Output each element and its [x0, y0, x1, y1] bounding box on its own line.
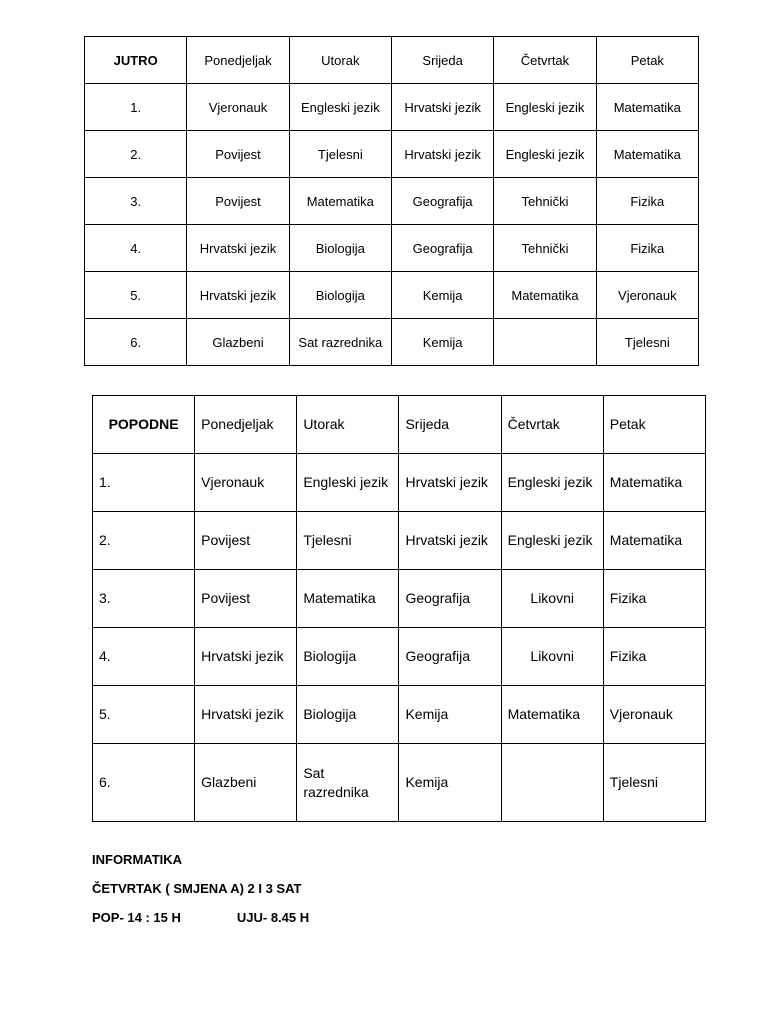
period-number: 4. [85, 225, 187, 272]
afternoon-timetable [92, 395, 706, 822]
table-cell: Matematika [603, 512, 705, 570]
table-cell: Hrvatski jezik [195, 686, 297, 744]
table-cell: Kemija [391, 272, 493, 319]
period-number: 4. [93, 628, 195, 686]
day-header: Ponedjeljak [195, 396, 297, 454]
table-row [85, 319, 699, 366]
schedule-note: ČETVRTAK ( SMJENA A) 2 I 3 SAT [92, 881, 302, 896]
table-cell: Povijest [195, 512, 297, 570]
table-row [93, 628, 706, 686]
table-cell: Hrvatski jezik [391, 84, 493, 131]
table-cell: Biologija [289, 272, 391, 319]
table-header-row [85, 37, 699, 84]
table-cell: Fizika [596, 178, 698, 225]
table-cell: Hrvatski jezik [187, 225, 289, 272]
table-cell: Glazbeni [187, 319, 289, 366]
table-row [85, 178, 699, 225]
day-header: Četvrtak [501, 396, 603, 454]
table-cell: Hrvatski jezik [399, 454, 501, 512]
table-cell: Biologija [297, 628, 399, 686]
table-cell: Engleski jezik [501, 454, 603, 512]
table-cell: Fizika [603, 628, 705, 686]
morning-timetable [84, 36, 699, 366]
table-cell: Glazbeni [195, 744, 297, 822]
subject-note: INFORMATIKA [92, 852, 183, 867]
table-row [93, 454, 706, 512]
table-row [93, 512, 706, 570]
period-number: 2. [93, 512, 195, 570]
table-row [93, 686, 706, 744]
table-cell: Sat razrednika [289, 319, 391, 366]
table-cell: Hrvatski jezik [195, 628, 297, 686]
table-cell: Likovni [501, 628, 603, 686]
table-row [85, 84, 699, 131]
table-cell: Matematika [596, 131, 698, 178]
table-cell: Tehnički [494, 178, 596, 225]
table-cell: Hrvatski jezik [399, 512, 501, 570]
table-cell [501, 744, 603, 822]
period-number: 6. [93, 744, 195, 822]
table-row [93, 744, 706, 822]
table-cell [494, 319, 596, 366]
table-cell: Geografija [399, 570, 501, 628]
day-header: Četvrtak [494, 37, 596, 84]
table-cell: Vjeronauk [603, 686, 705, 744]
table-cell: Geografija [391, 225, 493, 272]
day-header: Srijeda [391, 37, 493, 84]
table-cell: Geografija [391, 178, 493, 225]
day-header: Petak [603, 396, 705, 454]
table-cell: Matematika [603, 454, 705, 512]
table-cell: Engleski jezik [494, 131, 596, 178]
period-number: 2. [85, 131, 187, 178]
period-number: 1. [85, 84, 187, 131]
table-cell: Engleski jezik [494, 84, 596, 131]
table-cell: Matematika [501, 686, 603, 744]
table-row [85, 225, 699, 272]
table-header-row [93, 396, 706, 454]
table-row [93, 570, 706, 628]
table-cell: Vjeronauk [596, 272, 698, 319]
table-cell: Vjeronauk [187, 84, 289, 131]
morning-time: UJU- 8.45 H [236, 910, 310, 925]
period-number: 3. [85, 178, 187, 225]
table-cell: Engleski jezik [501, 512, 603, 570]
table-cell: Geografija [399, 628, 501, 686]
table-cell: Tjelesni [596, 319, 698, 366]
shift-label: POPODNE [93, 396, 195, 454]
period-number: 5. [85, 272, 187, 319]
table-cell: Biologija [289, 225, 391, 272]
day-header: Utorak [297, 396, 399, 454]
table-cell: Matematika [289, 178, 391, 225]
table-cell: Sat razrednika [297, 744, 399, 822]
table-cell: Povijest [187, 178, 289, 225]
table-cell: Povijest [195, 570, 297, 628]
table-cell: Povijest [187, 131, 289, 178]
table-cell: Engleski jezik [297, 454, 399, 512]
time-note [92, 910, 309, 925]
table-cell: Hrvatski jezik [187, 272, 289, 319]
table-cell: Hrvatski jezik [391, 131, 493, 178]
table-cell: Tjelesni [297, 512, 399, 570]
shift-label: JUTRO [85, 37, 187, 84]
table-cell: Kemija [399, 686, 501, 744]
day-header: Srijeda [399, 396, 501, 454]
table-cell: Matematika [494, 272, 596, 319]
table-cell: Tjelesni [289, 131, 391, 178]
table-cell: Kemija [391, 319, 493, 366]
table-cell: Vjeronauk [195, 454, 297, 512]
table-cell: Kemija [399, 744, 501, 822]
table-cell: Tehnički [494, 225, 596, 272]
table-cell: Fizika [596, 225, 698, 272]
table-cell: Biologija [297, 686, 399, 744]
table-cell: Fizika [603, 570, 705, 628]
day-header: Petak [596, 37, 698, 84]
period-number: 5. [93, 686, 195, 744]
table-cell: Likovni [501, 570, 603, 628]
table-cell: Engleski jezik [289, 84, 391, 131]
table-row [85, 131, 699, 178]
period-number: 3. [93, 570, 195, 628]
afternoon-time: POP- 14 : 15 H [92, 910, 181, 925]
period-number: 6. [85, 319, 187, 366]
period-number: 1. [93, 454, 195, 512]
table-row [85, 272, 699, 319]
table-cell: Matematika [297, 570, 399, 628]
day-header: Utorak [289, 37, 391, 84]
table-cell: Tjelesni [603, 744, 705, 822]
day-header: Ponedjeljak [187, 37, 289, 84]
table-cell: Matematika [596, 84, 698, 131]
